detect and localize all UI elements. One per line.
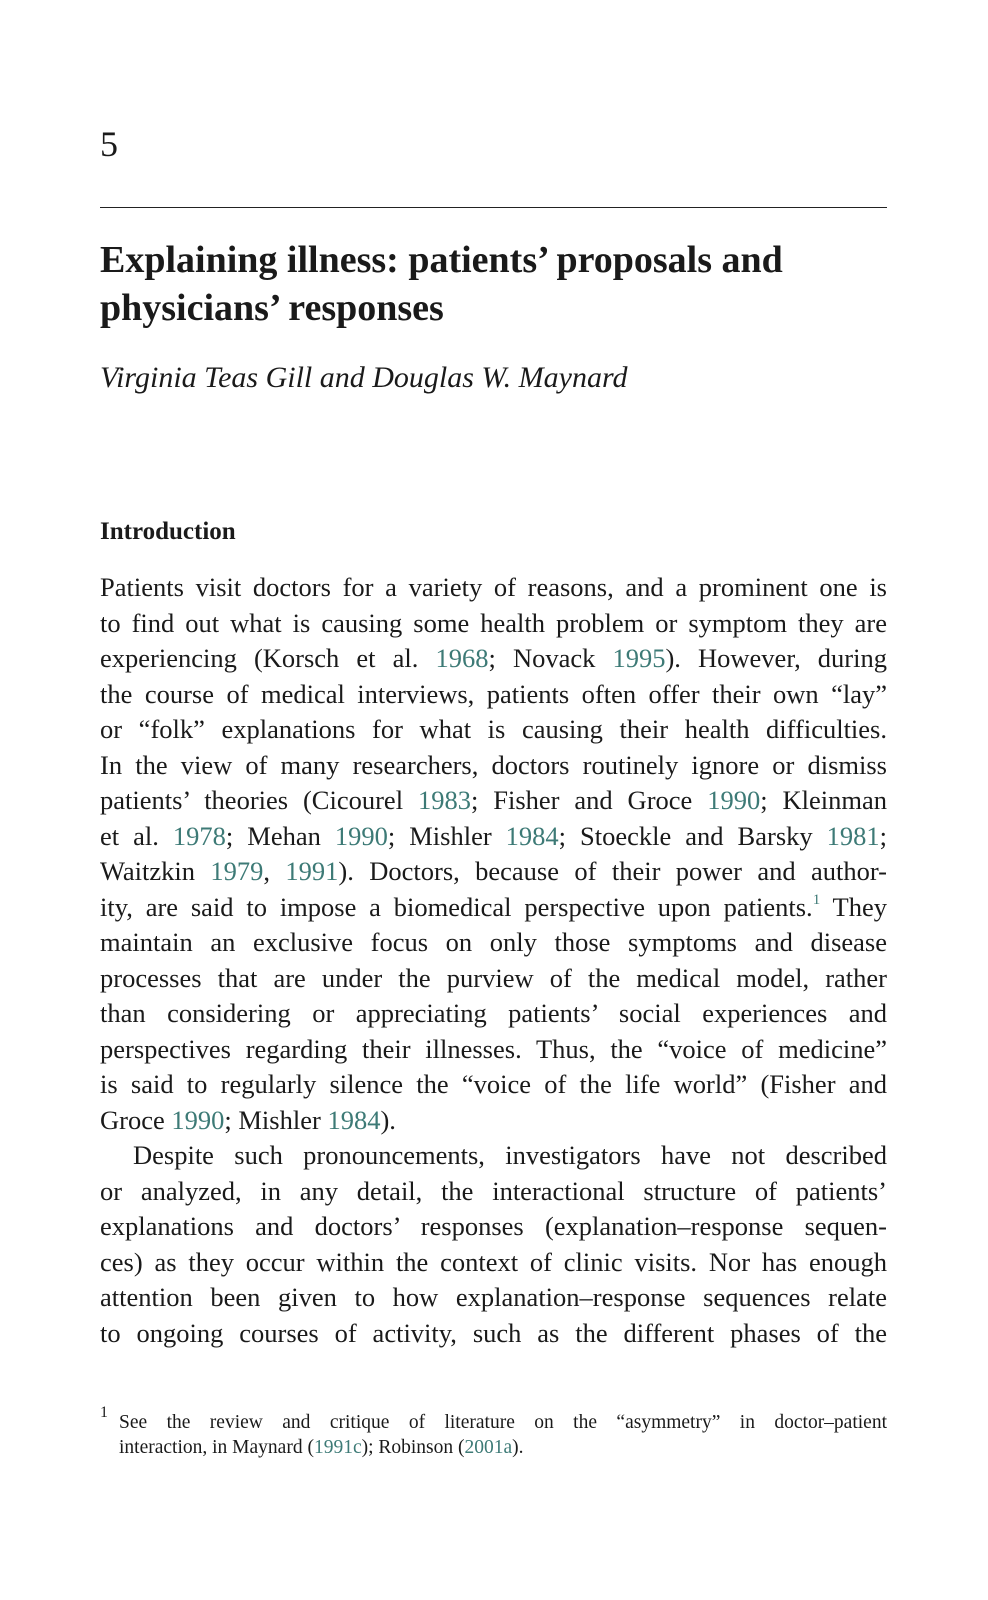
text-line: experiencing (Korsch et al. 1968; Novack 1995). However, during	[100, 643, 887, 673]
text-line: Patients visit doctors for a variety of reasons, and a prominent one is	[100, 572, 887, 602]
citation-link[interactable]: 1979	[210, 856, 264, 886]
footnote-number: 1	[100, 1404, 108, 1421]
chapter-title	[100, 236, 887, 332]
text-line: Despite such pronouncements, investigators have not described	[133, 1140, 887, 1170]
body-text	[100, 570, 887, 1351]
citation-link[interactable]: 1978	[172, 820, 226, 851]
text-line: In the view of many researchers, doctors routinely ignore or dismiss	[100, 749, 887, 780]
text-line: explanations and doctors’ responses (explanation–response sequen-	[100, 1211, 887, 1241]
text-line: perspectives regarding their illnesses. Thus, the “voice of medicine”	[100, 1033, 887, 1064]
citation-link[interactable]: 1990	[707, 785, 761, 815]
text-line: than considering or appreciating patients’ social experiences and	[100, 998, 887, 1028]
section-heading: Introduction	[100, 518, 236, 545]
citation-link[interactable]: 1981	[826, 820, 880, 851]
text-line: to ongoing courses of activity, such as the different phases of the	[100, 1317, 887, 1348]
citation-link[interactable]: 2001a	[464, 1437, 513, 1458]
text-line: the course of medical interviews, patients often offer their own “lay”	[100, 678, 887, 709]
chapter-title-line: physicians’ responses	[100, 287, 444, 329]
footnote	[100, 1404, 887, 1460]
text-line: Groce 1990; Mishler 1984).	[100, 1104, 396, 1135]
citation-link[interactable]: 1984	[505, 820, 559, 851]
footnote-line: See the review and critique of literature on the “asymmetry” in doctor–patient	[119, 1412, 887, 1433]
chapter-title-line: Explaining illness: patients’ proposals and	[100, 239, 783, 281]
citation-link[interactable]: 1968	[435, 643, 489, 673]
text-line: to find out what is causing some health problem or symptom they are	[100, 607, 887, 638]
text-line: ity, are said to impose a biomedical perspective upon patients.$^1$ They	[100, 891, 887, 922]
citation-link[interactable]: 1990	[171, 1104, 225, 1135]
citation-link[interactable]: 1990	[334, 820, 388, 851]
text-line: ces) as they occur within the context of clinic visits. Nor has enough	[100, 1246, 887, 1277]
text-line: is said to regularly silence the “voice of the life world” (Fisher and	[100, 1069, 887, 1099]
footnote-line: interaction, in Maynard (1991c); Robinson (2001a).	[119, 1437, 524, 1458]
text-line: processes that are under the purview of the medical model, rather	[100, 962, 887, 993]
citation-link[interactable]: 1991c	[313, 1437, 362, 1458]
text-line: or analyzed, in any detail, the interactional structure of patients’	[100, 1175, 887, 1206]
citation-link[interactable]: 1991	[285, 856, 339, 886]
chapter-rule	[100, 207, 887, 208]
citation-link[interactable]: 1995	[612, 643, 666, 673]
text-line: et al. 1978; Mehan 1990; Mishler 1984; Stoeckle and Barsky 1981;	[100, 820, 888, 851]
chapter-authors: Virginia Teas Gill and Douglas W. Maynard	[100, 361, 628, 394]
chapter-number: 5	[100, 124, 118, 164]
text-line: attention been given to how explanation–response sequences relate	[100, 1282, 887, 1312]
citation-link[interactable]: 1984	[327, 1104, 381, 1135]
text-line: Waitzkin 1979, 1991). Doctors, because of their power and author-	[100, 856, 888, 886]
text-line: or “folk” explanations for what is causing their health difficulties.	[100, 714, 887, 744]
text-line: patients’ theories (Cicourel 1983; Fisher and Groce 1990; Kleinman	[100, 785, 887, 815]
text-line: maintain an exclusive focus on only those symptoms and disease	[100, 927, 887, 957]
footnote-reference[interactable]: 1	[812, 891, 821, 908]
citation-link[interactable]: 1983	[417, 785, 471, 815]
